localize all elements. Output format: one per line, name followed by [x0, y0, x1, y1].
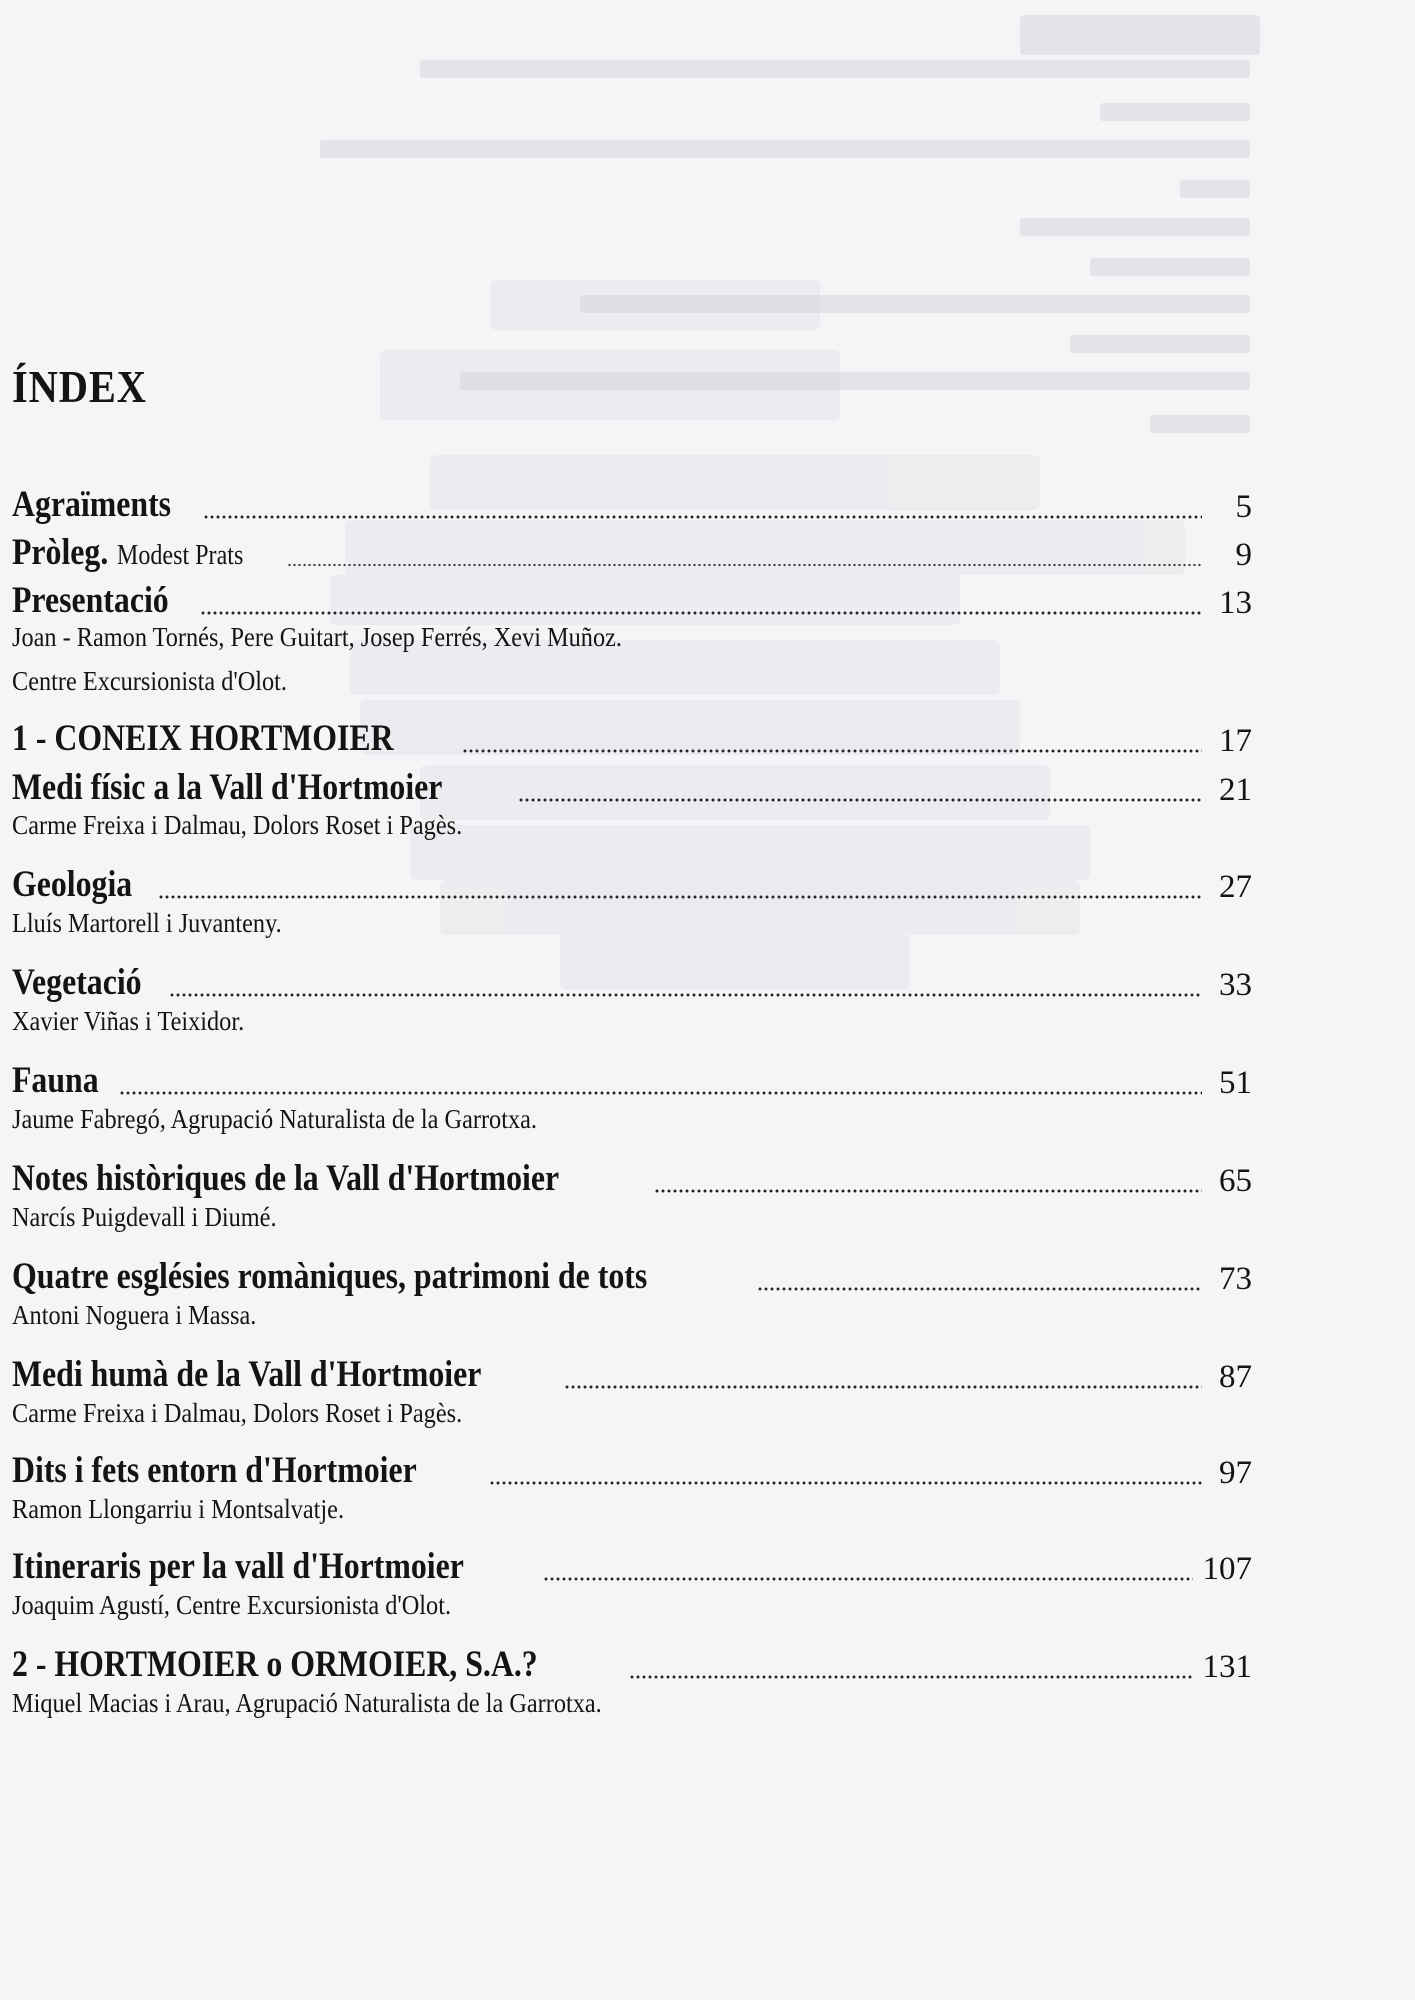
leader-dots [654, 1189, 1202, 1193]
toc-entry-title: Pròleg. [12, 532, 109, 573]
toc-entry-quatre-esglesies[interactable] [12, 1252, 1252, 1298]
toc-entry-author: Joaquim Agustí, Centre Excursionista d'Olot. [12, 1590, 452, 1620]
toc-page-number: 13 [1219, 585, 1252, 621]
toc-entry-notes-historiques[interactable] [12, 1154, 1252, 1200]
toc-entry-author: Jaume Fabregó, Agrupació Naturalista de la Garrotxa. [12, 1104, 537, 1134]
toc-page-number: 21 [1219, 772, 1252, 808]
toc-entry-author: Miquel Macias i Arau, Agrupació Naturalista de la Garrotxa. [12, 1688, 602, 1718]
toc-entry-medi-huma[interactable] [12, 1350, 1252, 1396]
toc-entry-title: 1 - CONEIX HORTMOIER [12, 718, 394, 759]
toc-entry-title: Agraïments [12, 484, 172, 525]
toc-page-number: 87 [1219, 1359, 1252, 1395]
leader-dots [489, 1481, 1202, 1485]
toc-entry-coneix-hortmoier[interactable] [12, 714, 1252, 760]
leader-dots [169, 993, 1202, 997]
toc-entry-author: Antoni Noguera i Massa. [12, 1300, 257, 1330]
toc-page-number: 27 [1219, 869, 1252, 905]
toc-entry-vegetacio[interactable] [12, 958, 1252, 1004]
toc-entry-title: 2 - HORTMOIER o ORMOIER, S.A.? [12, 1644, 538, 1685]
toc-entry-title: Geologia [12, 864, 133, 905]
toc-entry-title: Presentació [12, 580, 169, 621]
index-heading: ÍNDEX [12, 361, 147, 412]
leader-dots [203, 515, 1202, 519]
leader-dots [564, 1385, 1202, 1389]
toc-page-number: 97 [1219, 1455, 1252, 1491]
toc-entry-author: Ramon Llongarriu i Montsalvatje. [12, 1494, 345, 1524]
toc-entry-author: Xavier Viñas i Teixidor. [12, 1006, 245, 1036]
leader-dots [119, 1091, 1202, 1095]
toc-entry-itineraris[interactable] [12, 1542, 1252, 1588]
toc-entry-title: Medi físic a la Vall d'Hortmoier [12, 767, 443, 808]
toc-entry-title: Dits i fets entorn d'Hortmoier [12, 1450, 417, 1491]
toc-entry-author: Carme Freixa i Dalmau, Dolors Roset i Pagès. [12, 810, 463, 840]
toc-entry-title: Vegetació [12, 962, 142, 1003]
leader-dots [200, 611, 1202, 615]
leader-dots [629, 1675, 1192, 1679]
toc-entry-agraiments[interactable] [12, 480, 1252, 526]
leader-dots [462, 749, 1202, 753]
toc-entry-presentacio[interactable] [12, 576, 1252, 622]
toc-page-number: 51 [1219, 1065, 1252, 1101]
toc-page-number: 17 [1219, 723, 1252, 759]
toc-page-number: 107 [1202, 1551, 1252, 1587]
toc-entry-hortmoier-ormoier[interactable] [12, 1640, 1252, 1686]
leader-dots [158, 895, 1202, 899]
toc-page-number: 65 [1219, 1163, 1252, 1199]
toc-entry-subtitle: Modest Prats [116, 540, 244, 571]
toc-page-number: 73 [1219, 1261, 1252, 1297]
toc-entry-geologia[interactable] [12, 860, 1252, 906]
toc-entry-fauna[interactable] [12, 1056, 1252, 1102]
toc-entry-author: Joan - Ramon Tornés, Pere Guitart, Josep Ferrés, Xevi Muñoz. [12, 622, 622, 652]
toc-entry-author: Narcís Puigdevall i Diumé. [12, 1202, 277, 1232]
toc-entry-proleg[interactable] [12, 528, 1252, 574]
leader-dots [287, 563, 1202, 567]
toc-page-number: 5 [1235, 489, 1252, 525]
toc-entry-title: Quatre esglésies romàniques, patrimoni de tots [12, 1256, 648, 1297]
toc-entry-author: Lluís Martorell i Juvanteny. [12, 908, 282, 938]
leader-dots [757, 1287, 1202, 1291]
toc-entry-medi-fisic[interactable] [12, 763, 1252, 809]
toc-entry-title: Itineraris per la vall d'Hortmoier [12, 1546, 464, 1587]
toc-entry-author: Carme Freixa i Dalmau, Dolors Roset i Pagès. [12, 1398, 463, 1428]
toc-page-number: 131 [1202, 1649, 1252, 1685]
toc-entry-title: Fauna [12, 1060, 99, 1101]
toc-entry-title: Notes històriques de la Vall d'Hortmoier [12, 1158, 560, 1199]
leader-dots [518, 798, 1202, 802]
toc-entry-title: Medi humà de la Vall d'Hortmoier [12, 1354, 482, 1395]
toc-page-number: 33 [1219, 967, 1252, 1003]
toc-page-number: 9 [1235, 537, 1252, 573]
toc-entry-dits-i-fets[interactable] [12, 1446, 1252, 1492]
toc-entry-author: Centre Excursionista d'Olot. [12, 666, 288, 696]
leader-dots [543, 1577, 1192, 1581]
